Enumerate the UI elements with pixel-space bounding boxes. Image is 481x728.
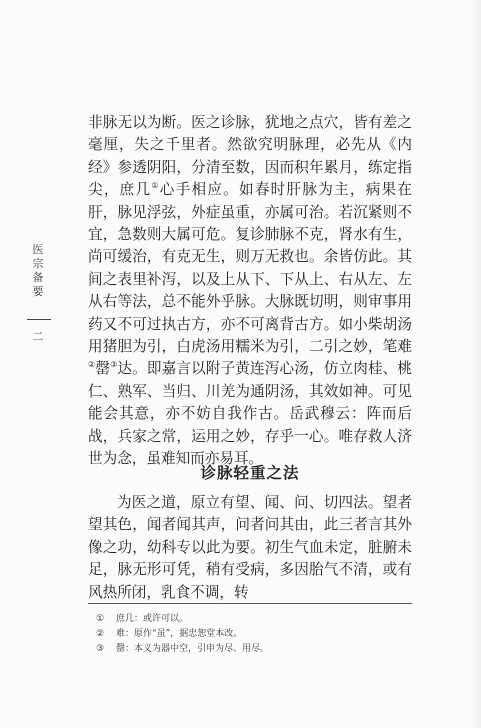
footnotes — [96, 612, 412, 657]
paragraph-text: 心手相应。如春时肝脉为主，病果在肝，脉见浮弦，外症虽重，亦属可治。若沉紧则不宜，急数则大属可危。复诊肺脉不克，肾水有生，尚可缓治，有克无生，则万无救也。余皆仿此。其间之表里补泻，以及上从下、下从上、右从左、左从右等法，总不能外乎脉。大脉既切明，则审事用药又不可过执古方，亦不可离背古方。如小柴胡汤用猪胆为引，白虎汤用糯米为引，二引之妙，笔难 — [88, 181, 412, 356]
footnote-ref-2: ② — [88, 360, 96, 370]
footnote-text: 罄：本义为器中空，引申为尽、用尽。 — [116, 644, 270, 654]
body-paragraph-1 — [88, 112, 412, 471]
running-title: 医宗备要 — [32, 243, 44, 298]
footnote-number: ② — [96, 629, 105, 639]
footnote-text: 庶几：或许可以。 — [116, 614, 189, 624]
page-number: 二 — [32, 330, 44, 343]
footnote-item — [96, 612, 412, 627]
footnote-number: ③ — [96, 644, 105, 654]
footnote-text: 难：原作“虽”，据忠恕堂本改。 — [116, 629, 243, 639]
running-title-divider — [27, 319, 51, 320]
body-paragraph-2 — [88, 492, 412, 604]
paragraph-text: 达。即嘉言以附子黄连泻心汤，仿立肉桂、桃仁、熟军、当归、川羌为通阴汤，其效如神。可见能会其意，亦不妨自我作古。岳武穆云：阵而后战，兵家之常，运用之妙，存乎一心。唯存救人济世为念，虽难知而亦易耳。 — [88, 360, 413, 468]
footnote-item — [96, 642, 412, 657]
footnote-divider — [88, 603, 412, 604]
page-edge-shadow — [471, 0, 481, 728]
footnote-ref-3: ③ — [110, 360, 118, 370]
footnote-ref-1: ① — [151, 181, 160, 191]
section-heading: 诊脉轻重之法 — [200, 464, 300, 482]
footnote-item — [96, 627, 412, 642]
paragraph-text: 罄 — [95, 360, 111, 378]
footnote-number: ① — [96, 614, 105, 624]
paragraph-text: 为医之道，原立有望、闻、问、切四法。望者望其色，闻者闻其声，问者问其由，此三者言其外像之功，幼科专以此为要。初生气血未定，脏腑未足，脉无形可凭，稍有受病，多因胎气不清，或有风热所闭，乳食不调，转 — [88, 494, 412, 601]
paragraph-text: 非脉无以为断。医之诊脉，犹地之点穴，皆有差之毫厘，失之千里者。然欲究明脉理，必先从《内经》参透阴阳，分清至数，因而积年累月，练定指尖，庶几 — [88, 114, 412, 199]
